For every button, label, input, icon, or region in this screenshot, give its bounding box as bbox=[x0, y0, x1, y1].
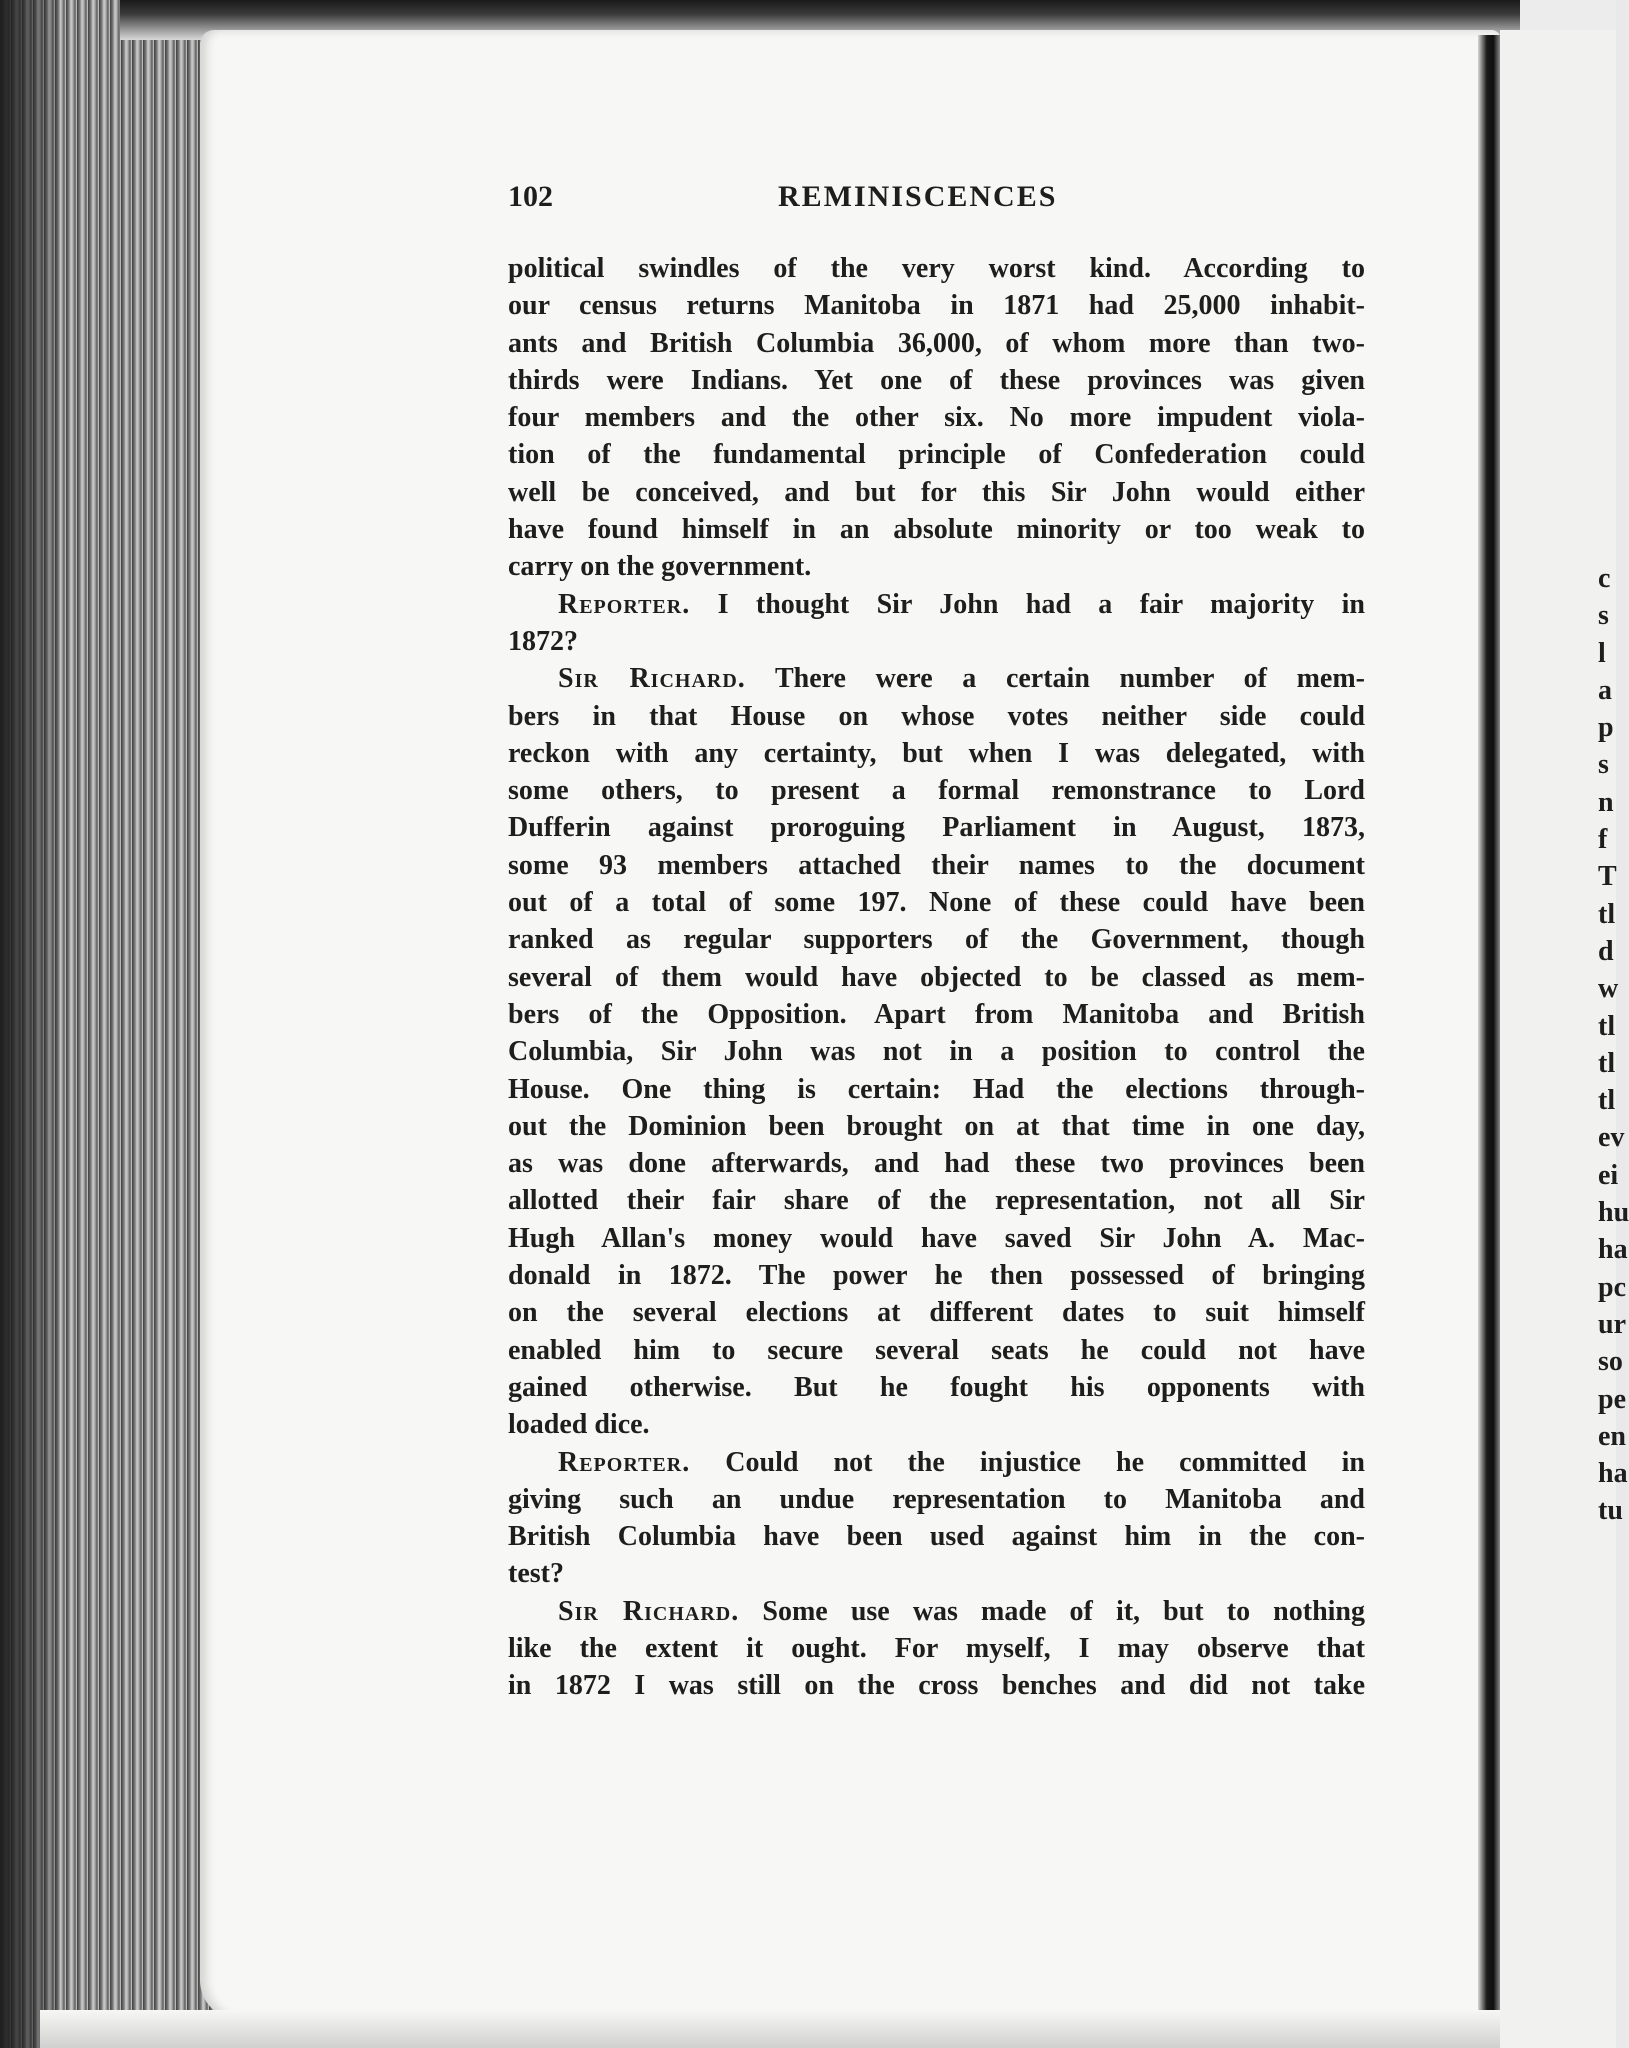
facing-page-fragment: ev bbox=[1598, 1122, 1625, 1154]
facing-page-fragment: tl bbox=[1598, 898, 1616, 930]
text-line bbox=[508, 1593, 1365, 1630]
facing-page-fragment: p bbox=[1598, 712, 1614, 744]
text-line bbox=[508, 1257, 1365, 1294]
facing-page-fragment: so bbox=[1598, 1346, 1623, 1378]
line-text: enabled him to secure several seats he could not have bbox=[508, 1334, 1365, 1366]
text-line bbox=[508, 1182, 1365, 1219]
line-text: There were a certain number of mem- bbox=[774, 663, 1365, 695]
body-text bbox=[508, 250, 1365, 1705]
text-line bbox=[508, 1033, 1365, 1070]
text-line bbox=[508, 996, 1365, 1033]
line-text: on the several elections at different dates to suit himself bbox=[508, 1297, 1365, 1329]
speaker-name: Sir Richard. bbox=[558, 1595, 740, 1627]
line-text: 1872? bbox=[508, 625, 578, 657]
facing-page-fragment: T bbox=[1598, 861, 1617, 893]
line-text: reckon with any certainty, but when I was delegated, with bbox=[508, 737, 1365, 769]
line-text: ants and British Columbia 36,000, of whom more than two- bbox=[508, 327, 1365, 359]
line-text: Some use was made of it, but to nothing bbox=[762, 1595, 1366, 1627]
text-line bbox=[508, 1518, 1365, 1555]
facing-page-fragment: tu bbox=[1598, 1495, 1623, 1527]
text-line bbox=[508, 1630, 1365, 1667]
facing-page-fragment: s bbox=[1598, 749, 1609, 781]
line-text: tion of the fundamental principle of Confederation could bbox=[508, 439, 1365, 471]
facing-page-fragment: tl bbox=[1598, 1047, 1616, 1079]
text-line bbox=[508, 1481, 1365, 1518]
text-line bbox=[508, 1444, 1365, 1481]
line-text: like the extent it ought. For myself, I may observe that bbox=[508, 1632, 1365, 1664]
facing-page-text bbox=[1598, 560, 1629, 1530]
text-line bbox=[508, 1369, 1365, 1406]
text-line bbox=[508, 698, 1365, 735]
line-text: I thought Sir John had a fair majority in bbox=[717, 588, 1366, 620]
line-text: ranked as regular supporters of the Government, though bbox=[508, 924, 1365, 956]
text-line bbox=[508, 921, 1365, 958]
facing-page-fragment: s bbox=[1598, 600, 1609, 632]
text-line bbox=[508, 1406, 1365, 1443]
page-number: 102 bbox=[508, 180, 553, 213]
line-text: political swindles of the very worst kind. According to bbox=[508, 253, 1365, 284]
line-text: Dufferin against proroguing Parliament in August, 1873, bbox=[508, 812, 1365, 844]
text-line bbox=[508, 287, 1365, 324]
text-line bbox=[508, 362, 1365, 399]
facing-page-fragment: a bbox=[1598, 674, 1612, 706]
text-line bbox=[508, 1667, 1365, 1704]
text-line bbox=[508, 772, 1365, 809]
line-text: House. One thing is certain: Had the elections through- bbox=[508, 1073, 1365, 1105]
facing-page-fragment: n bbox=[1598, 786, 1614, 818]
book-gutter bbox=[1478, 35, 1500, 2048]
text-line bbox=[508, 1108, 1365, 1145]
line-text: out of a total of some 197. None of these could have been bbox=[508, 887, 1365, 919]
facing-page-fragment: w bbox=[1598, 973, 1619, 1005]
text-line bbox=[508, 474, 1365, 511]
line-text: bers in that House on whose votes neither side could bbox=[508, 700, 1365, 732]
facing-page-fragment: ha bbox=[1598, 1458, 1628, 1490]
facing-page-fragment: f bbox=[1598, 824, 1608, 856]
text-line bbox=[508, 959, 1365, 996]
line-text: thirds were Indians. Yet one of these provinces was given bbox=[508, 364, 1365, 396]
facing-page-fragment: tl bbox=[1598, 1085, 1616, 1117]
line-text: test? bbox=[508, 1558, 564, 1590]
text-line bbox=[508, 325, 1365, 362]
speaker-name: Reporter. bbox=[558, 588, 691, 620]
bottom-edge bbox=[40, 2010, 1500, 2048]
facing-page-fragment: ei bbox=[1598, 1159, 1619, 1191]
line-text: some others, to present a formal remonstrance to Lord bbox=[508, 775, 1365, 807]
running-header bbox=[508, 180, 1365, 220]
text-line bbox=[508, 586, 1365, 623]
text-line bbox=[508, 1145, 1365, 1182]
line-text: well be conceived, and but for this Sir John would either bbox=[508, 476, 1365, 508]
text-line bbox=[508, 250, 1365, 287]
line-text: giving such an undue representation to Manitoba and bbox=[508, 1483, 1365, 1515]
text-line bbox=[508, 623, 1365, 660]
text-line bbox=[508, 436, 1365, 473]
line-text: gained otherwise. But he fought his opponents with bbox=[508, 1371, 1365, 1403]
facing-page-fragment: tl bbox=[1598, 1010, 1616, 1042]
facing-page-fragment: l bbox=[1598, 637, 1606, 669]
line-text: four members and the other six. No more impudent viola- bbox=[508, 402, 1365, 434]
facing-page-fragment: pc bbox=[1598, 1271, 1626, 1303]
line-text: bers of the Opposition. Apart from Manitoba and British bbox=[508, 998, 1365, 1030]
facing-page-fragment: c bbox=[1598, 563, 1611, 594]
text-line bbox=[508, 1071, 1365, 1108]
text-line bbox=[508, 1555, 1365, 1592]
line-text: in 1872 I was still on the cross benches and did not take bbox=[508, 1670, 1365, 1702]
text-line bbox=[508, 399, 1365, 436]
speaker-name: Reporter. bbox=[558, 1446, 691, 1478]
line-text: loaded dice. bbox=[508, 1409, 650, 1441]
line-text: Could not the injustice he committed in bbox=[725, 1446, 1366, 1478]
text-line bbox=[508, 548, 1365, 585]
facing-page-fragment: d bbox=[1598, 935, 1614, 967]
text-line bbox=[508, 735, 1365, 772]
text-line bbox=[508, 809, 1365, 846]
speaker-name: Sir Richard. bbox=[558, 663, 746, 695]
line-text: carry on the government. bbox=[508, 551, 812, 583]
line-text: as was done afterwards, and had these two provinces been bbox=[508, 1148, 1365, 1180]
text-line bbox=[508, 847, 1365, 884]
line-text: have found himself in an absolute minority or too weak to bbox=[508, 514, 1365, 546]
facing-page-fragment: pe bbox=[1598, 1383, 1626, 1415]
text-line bbox=[508, 660, 1365, 697]
line-text: our census returns Manitoba in 1871 had 25,000 inhabit- bbox=[508, 290, 1365, 322]
line-text: donald in 1872. The power he then possessed of bringing bbox=[508, 1260, 1365, 1292]
running-title: REMINISCENCES bbox=[778, 180, 1058, 213]
line-text: out the Dominion been brought on at that time in one day, bbox=[508, 1110, 1365, 1142]
line-text: some 93 members attached their names to the document bbox=[508, 849, 1365, 881]
line-text: British Columbia have been used against him in the con- bbox=[508, 1521, 1365, 1553]
text-line bbox=[508, 511, 1365, 548]
line-text: several of them would have objected to be classed as mem- bbox=[508, 961, 1365, 993]
book-edge-shadow bbox=[0, 0, 60, 2048]
line-text: Columbia, Sir John was not in a position to control the bbox=[508, 1036, 1365, 1068]
text-line bbox=[508, 1332, 1365, 1369]
facing-page-fragment: hu bbox=[1598, 1197, 1629, 1229]
facing-page-fragment: ha bbox=[1598, 1234, 1628, 1266]
text-line bbox=[508, 1294, 1365, 1331]
text-line bbox=[508, 1220, 1365, 1257]
line-text: Hugh Allan's money would have saved Sir John A. Mac- bbox=[508, 1222, 1365, 1254]
line-text: allotted their fair share of the representation, not all Sir bbox=[508, 1185, 1365, 1217]
text-line bbox=[508, 884, 1365, 921]
facing-page-fragment: ur bbox=[1598, 1308, 1626, 1340]
facing-page-fragment: en bbox=[1598, 1420, 1626, 1452]
